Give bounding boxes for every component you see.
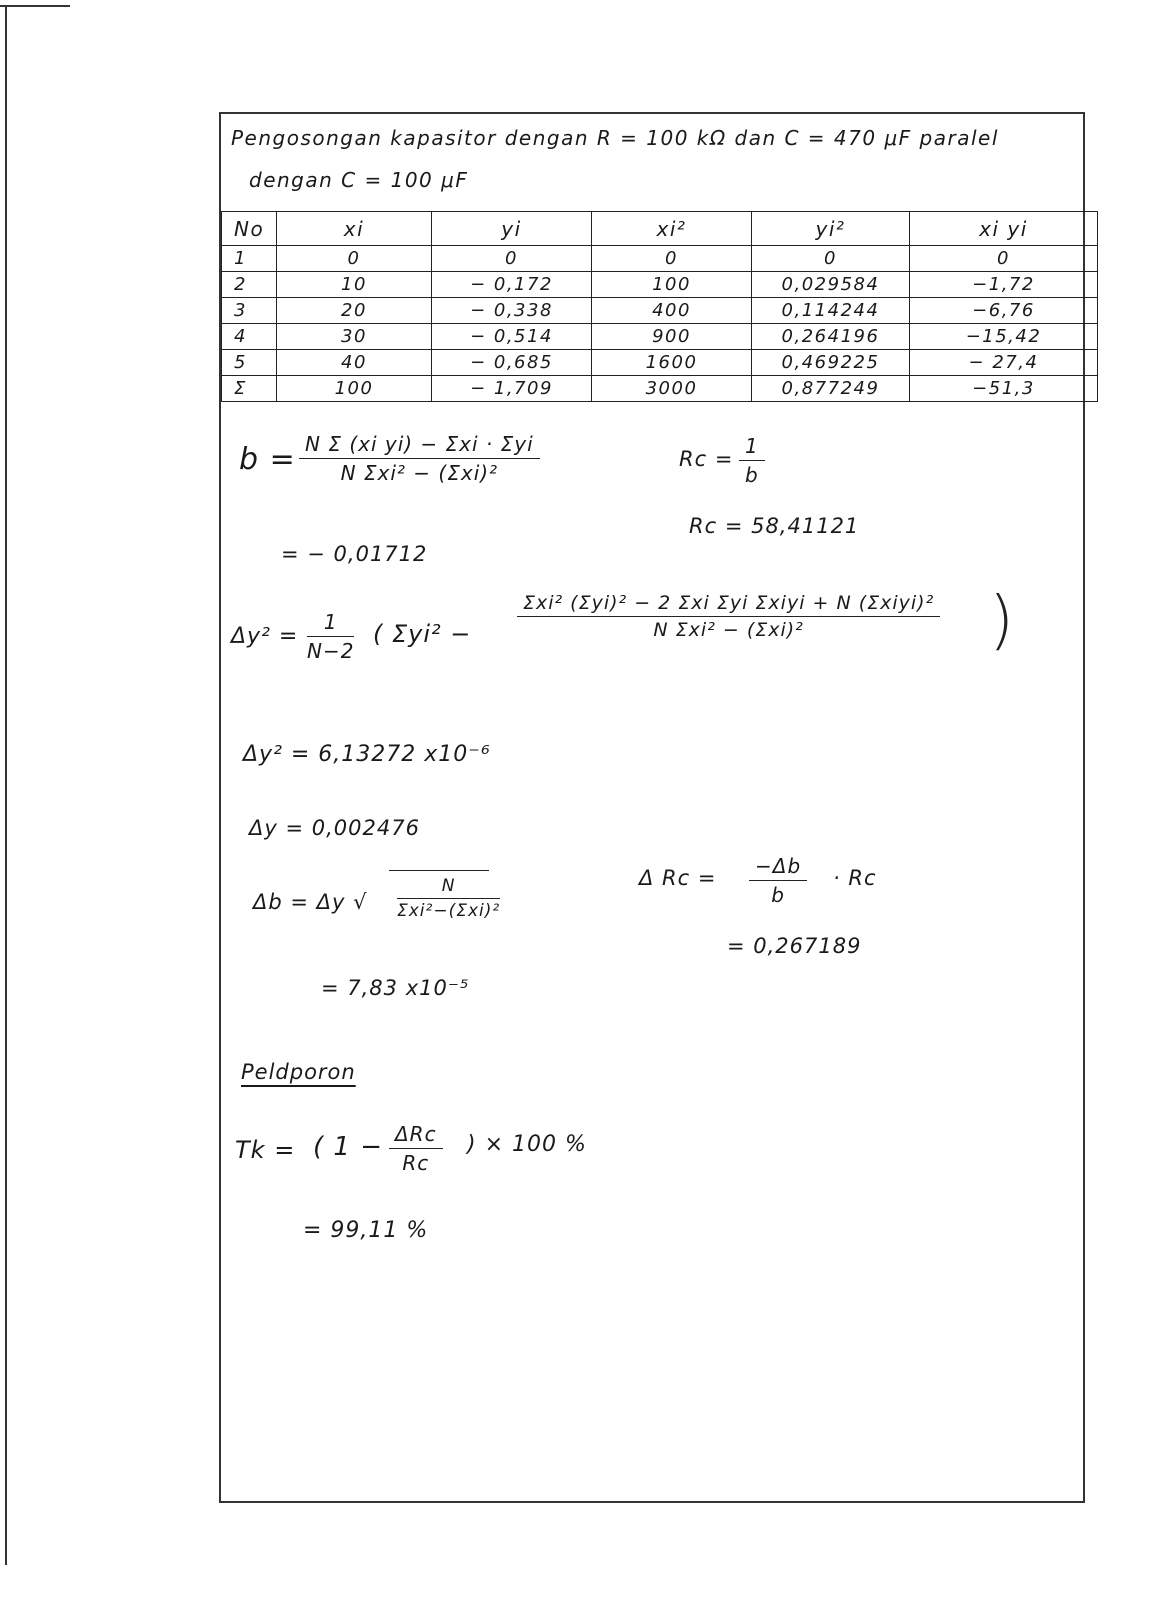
cell-yi2: 0,469225 bbox=[752, 350, 910, 376]
dy2-coefficient bbox=[307, 610, 354, 663]
cell-xiyi: −51,3 bbox=[910, 376, 1098, 402]
cell-xiyi: 0 bbox=[910, 246, 1098, 272]
db-value: = 7,83 x10⁻⁵ bbox=[321, 976, 470, 1000]
data-table bbox=[221, 211, 1098, 402]
b-value: = − 0,01712 bbox=[281, 542, 428, 566]
scan-edge-left bbox=[5, 5, 7, 1565]
dy2-open: ( Σyi² − bbox=[373, 620, 472, 648]
cell-yi2: 0,264196 bbox=[752, 324, 910, 350]
cell-no: 1 bbox=[222, 246, 277, 272]
cell-xi: 40 bbox=[277, 350, 432, 376]
table-row bbox=[222, 350, 1098, 376]
cell-xi: 30 bbox=[277, 324, 432, 350]
cell-yi2: 0,029584 bbox=[752, 272, 910, 298]
b-denominator: N Σxi² − (Σxi)² bbox=[340, 461, 499, 485]
table-row bbox=[222, 298, 1098, 324]
cell-xiyi: −1,72 bbox=[910, 272, 1098, 298]
rc-denominator: b bbox=[745, 463, 759, 487]
tk-denominator: Rc bbox=[402, 1151, 430, 1175]
dy-value: Δy = 0,002476 bbox=[249, 816, 420, 840]
cell-no: Σ bbox=[222, 376, 277, 402]
cell-no: 4 bbox=[222, 324, 277, 350]
cell-yi: − 0,172 bbox=[432, 272, 592, 298]
col-header-xiyi: xi yi bbox=[910, 212, 1098, 246]
b-label: b = bbox=[239, 442, 296, 477]
col-header-no: No bbox=[222, 212, 277, 246]
cell-xi: 100 bbox=[277, 376, 432, 402]
cell-no: 2 bbox=[222, 272, 277, 298]
cell-xi: 0 bbox=[277, 246, 432, 272]
cell-xi2: 0 bbox=[592, 246, 752, 272]
cell-yi2: 0,877249 bbox=[752, 376, 910, 402]
cell-yi: − 0,338 bbox=[432, 298, 592, 324]
cell-yi: − 1,709 bbox=[432, 376, 592, 402]
cell-yi: − 0,685 bbox=[432, 350, 592, 376]
db-fraction bbox=[397, 876, 500, 921]
tk-label: Tk = bbox=[235, 1136, 296, 1164]
col-header-xi2: xi² bbox=[592, 212, 752, 246]
cell-xi2: 1600 bbox=[592, 350, 752, 376]
table-row bbox=[222, 324, 1098, 350]
cell-xi2: 900 bbox=[592, 324, 752, 350]
b-numerator: N Σ (xi yi) − Σxi · Σyi bbox=[299, 432, 540, 459]
col-header-yi: yi bbox=[432, 212, 592, 246]
cell-xiyi: −15,42 bbox=[910, 324, 1098, 350]
title-line-1: Pengosongan kapasitor dengan R = 100 kΩ dan C = 470 μF paralel bbox=[231, 126, 999, 150]
rc-numerator: 1 bbox=[739, 434, 765, 461]
dy2-coef-numerator: 1 bbox=[307, 610, 354, 637]
drc-value: = 0,267189 bbox=[727, 934, 862, 958]
cell-xi2: 400 bbox=[592, 298, 752, 324]
conclusion-heading: Peldporon bbox=[241, 1060, 356, 1084]
drc-tail: · Rc bbox=[833, 866, 877, 890]
dy2-denominator: N Σxi² − (Σxi)² bbox=[653, 619, 804, 641]
cell-xi2: 3000 bbox=[592, 376, 752, 402]
drc-denominator: b bbox=[771, 883, 785, 907]
cell-yi2: 0 bbox=[752, 246, 910, 272]
col-header-yi2: yi² bbox=[752, 212, 910, 246]
cell-yi2: 0,114244 bbox=[752, 298, 910, 324]
sqrt-bar bbox=[389, 870, 489, 871]
rc-formula bbox=[739, 434, 765, 487]
tk-fraction bbox=[389, 1122, 443, 1175]
dy2-close-paren: ) bbox=[989, 584, 1014, 658]
table-row-sum bbox=[222, 376, 1098, 402]
dy2-numerator: Σxi² (Σyi)² − 2 Σxi Σyi Σxiyi + N (Σxiyi)² bbox=[517, 592, 940, 617]
rc-label: Rc = bbox=[679, 447, 734, 471]
cell-no: 3 bbox=[222, 298, 277, 324]
dy2-fraction bbox=[517, 592, 940, 641]
tk-tail: ) × 100 % bbox=[467, 1132, 587, 1157]
cell-yi: 0 bbox=[432, 246, 592, 272]
tk-value: = 99,11 % bbox=[303, 1218, 429, 1243]
cell-xiyi: −6,76 bbox=[910, 298, 1098, 324]
b-formula bbox=[299, 432, 540, 485]
scan-edge-top bbox=[0, 5, 70, 7]
tk-open: ( 1 − bbox=[313, 1132, 383, 1162]
table-header-row bbox=[222, 212, 1098, 246]
drc-fraction bbox=[749, 854, 807, 907]
tk-numerator: ΔRc bbox=[389, 1122, 443, 1149]
cell-xiyi: − 27,4 bbox=[910, 350, 1098, 376]
dy2-label: Δy² = bbox=[231, 624, 299, 649]
worksheet-page bbox=[219, 112, 1085, 1503]
table-row bbox=[222, 246, 1098, 272]
dy2-value: Δy² = 6,13272 x10⁻⁶ bbox=[243, 742, 491, 767]
db-numerator: N bbox=[397, 876, 500, 899]
rc-value: Rc = 58,41121 bbox=[689, 514, 860, 538]
db-denominator: Σxi²−(Σxi)² bbox=[397, 901, 501, 921]
drc-label: Δ Rc = bbox=[639, 866, 717, 890]
dy2-coef-denominator: N−2 bbox=[307, 639, 355, 663]
cell-xi: 20 bbox=[277, 298, 432, 324]
table-row bbox=[222, 272, 1098, 298]
title-line-2: dengan C = 100 μF bbox=[249, 168, 469, 192]
cell-xi2: 100 bbox=[592, 272, 752, 298]
drc-numerator: −Δb bbox=[749, 854, 807, 881]
col-header-xi: xi bbox=[277, 212, 432, 246]
cell-no: 5 bbox=[222, 350, 277, 376]
db-label: Δb = Δy √ bbox=[253, 890, 368, 914]
cell-xi: 10 bbox=[277, 272, 432, 298]
cell-yi: − 0,514 bbox=[432, 324, 592, 350]
